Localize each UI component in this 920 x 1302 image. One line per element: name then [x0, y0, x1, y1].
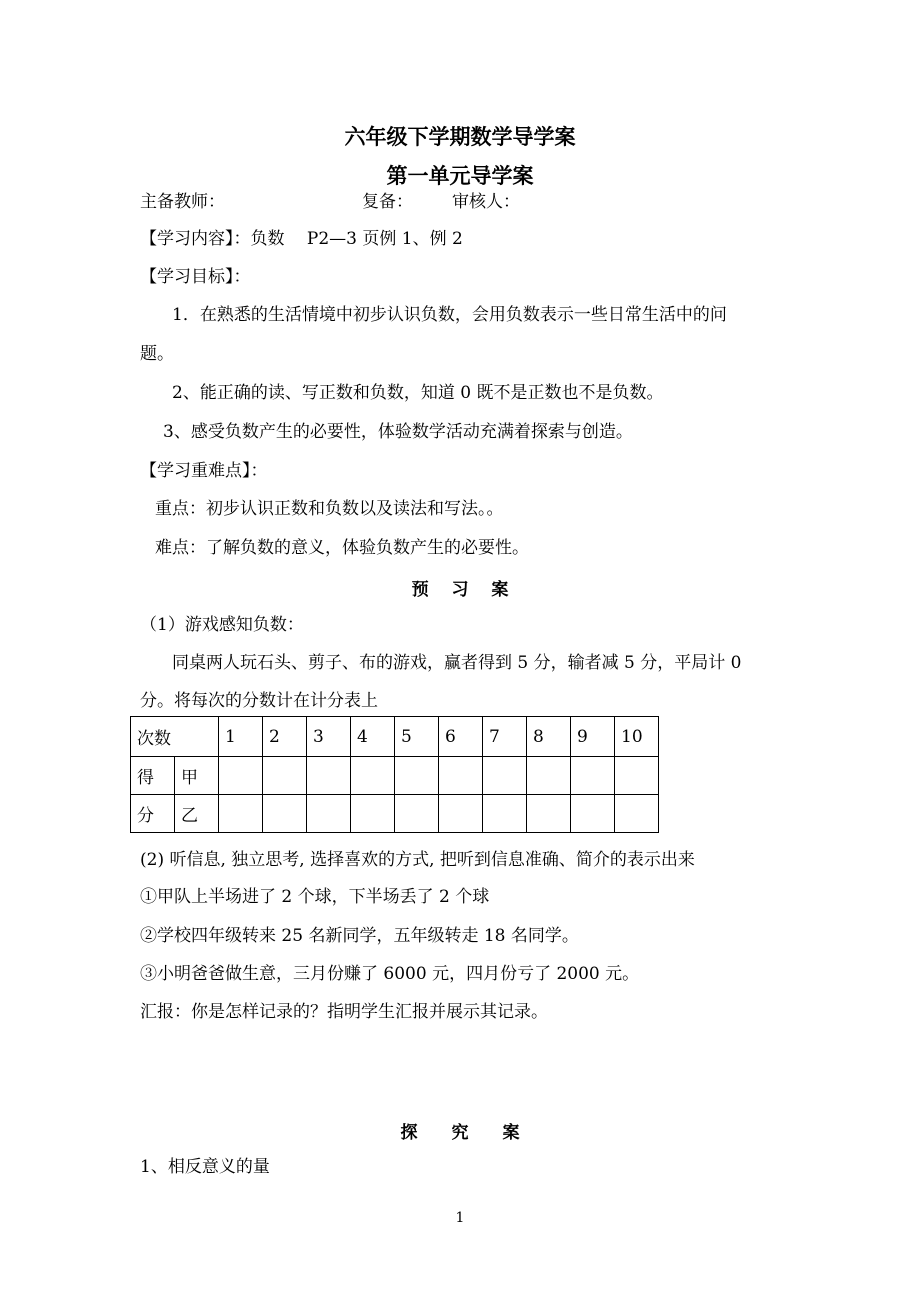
score-cell [571, 795, 615, 833]
score-label-top: 得 [131, 757, 175, 795]
round-cell: 8 [527, 717, 571, 757]
score-cell [351, 757, 395, 795]
game-line-1: 同桌两人玩石头、剪子、布的游戏，赢者得到 5 分，输者减 5 分，平局计 0 [172, 653, 742, 673]
listen-item-1: ①甲队上半场进了 2 个球，下半场丢了 2 个球 [140, 887, 490, 907]
page-number: 1 [455, 1210, 465, 1226]
objective-1-line-2: 题。 [140, 344, 174, 364]
listen-item-2: ②学校四年级转来 25 名新同学，五年级转走 18 名同学。 [140, 926, 579, 946]
keypoint: 重点：初步认识正数和负数以及读法和写法。。 [155, 499, 504, 519]
difficulty: 难点：了解负数的意义，体验负数产生的必要性。 [155, 538, 529, 558]
auditor-label: 审核人： [452, 192, 520, 212]
score-cell [483, 757, 527, 795]
score-cell [395, 757, 439, 795]
round-cell: 10 [615, 717, 659, 757]
score-cell [527, 757, 571, 795]
score-cell [307, 757, 351, 795]
score-cell [307, 795, 351, 833]
round-cell: 9 [571, 717, 615, 757]
player-b-label: 乙 [175, 795, 219, 833]
explore-item-1: 1、相反意义的量 [140, 1157, 270, 1177]
score-cell [439, 795, 483, 833]
round-cell: 2 [263, 717, 307, 757]
objective-1-line-1: 1．在熟悉的生活情境中初步认识负数，会用负数表示一些日常生活中的问 [172, 305, 727, 325]
document-title: 六年级下学期数学导学案 [344, 125, 576, 149]
score-cell [615, 757, 659, 795]
round-cell: 7 [483, 717, 527, 757]
score-cell [263, 757, 307, 795]
player-a-label: 甲 [175, 757, 219, 795]
score-cell [527, 795, 571, 833]
score-cell [395, 795, 439, 833]
round-cell: 1 [219, 717, 263, 757]
score-table-header-row [131, 717, 659, 757]
objective-3: 3、感受负数产生的必要性，体验数学活动充满着探索与创造。 [163, 422, 633, 442]
report-line: 汇报：你是怎样记录的？指明学生汇报并展示其记录。 [140, 1002, 548, 1022]
objectives-heading: 【学习目标】： [140, 267, 251, 287]
unit-subtitle: 第一单元导学案 [386, 164, 534, 188]
teacher-label: 主备教师： [140, 192, 225, 212]
player-b-row [131, 795, 659, 833]
score-cell [219, 757, 263, 795]
round-cell: 3 [307, 717, 351, 757]
listen-item-3: ③小明爸爸做生意，三月份赚了 6000 元，四月份亏了 2000 元。 [140, 964, 640, 984]
round-cell: 6 [439, 717, 483, 757]
game-heading: （1）游戏感知负数： [140, 615, 304, 635]
rounds-header-cell: 次数 [131, 717, 219, 757]
score-cell [263, 795, 307, 833]
explore-heading: 探 究 案 [400, 1123, 520, 1143]
score-cell [571, 757, 615, 795]
preview-heading: 预 习 案 [411, 580, 509, 600]
study-content: 【学习内容】：负数 P2—3 页例 1、例 2 [140, 229, 463, 249]
review-label: 复备： [362, 192, 413, 212]
round-cell: 4 [351, 717, 395, 757]
score-cell [615, 795, 659, 833]
game-line-2: 分。将每次的分数计在计分表上 [140, 691, 378, 711]
player-a-row [131, 757, 659, 795]
listen-heading: (2) 听信息, 独立思考, 选择喜欢的方式, 把听到信息准确、简介的表示出来 [140, 850, 695, 870]
score-cell [219, 795, 263, 833]
score-label-bottom: 分 [131, 795, 175, 833]
score-cell [351, 795, 395, 833]
round-cell: 5 [395, 717, 439, 757]
score-cell [439, 757, 483, 795]
score-table [130, 716, 659, 833]
keypoints-heading: 【学习重难点】： [140, 461, 268, 481]
objective-2: 2、能正确的读、写正数和负数，知道 0 既不是正数也不是负数。 [172, 383, 664, 403]
score-cell [483, 795, 527, 833]
